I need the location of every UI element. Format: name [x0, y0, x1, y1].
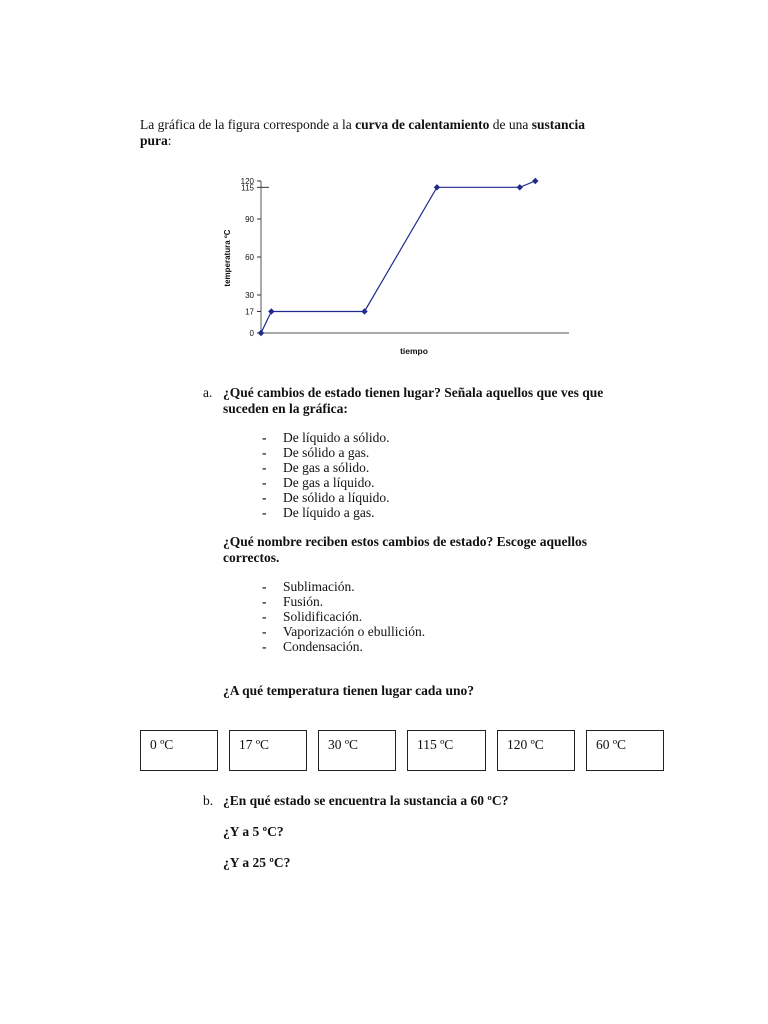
- list-dash: -: [262, 490, 267, 505]
- temperature-box: 60 ºC: [586, 730, 664, 771]
- list-item: [262, 475, 390, 490]
- question-a-marker: a.: [203, 385, 213, 400]
- list-item: [262, 639, 425, 654]
- intro-term-substance: sustancia pura: [140, 117, 585, 148]
- intro-text-2: de una: [489, 117, 532, 132]
- list-item: [262, 490, 390, 505]
- chart-layer: [241, 177, 569, 338]
- state-changes-list: [262, 430, 390, 520]
- list-item: [262, 505, 390, 520]
- data-point: [268, 308, 274, 314]
- list-dash: -: [262, 505, 267, 520]
- option-label: De líquido a sólido.: [283, 430, 390, 445]
- list-dash: -: [262, 639, 267, 654]
- intro-text-3: :: [167, 133, 172, 148]
- data-point: [517, 184, 523, 190]
- data-point: [532, 178, 538, 184]
- list-dash: -: [262, 445, 267, 460]
- temperature-box: 30 ºC: [318, 730, 396, 771]
- y-tick-label: 17: [245, 307, 254, 317]
- y-tick-label: 30: [245, 291, 254, 300]
- option-label: De gas a líquido.: [283, 475, 375, 490]
- y-tick-label: 115: [241, 183, 254, 193]
- list-item: [262, 579, 425, 594]
- temperature-box: 17 ºC: [229, 730, 307, 771]
- list-dash: -: [262, 430, 267, 445]
- question-b-text: ¿En qué estado se encuentra la sustancia a 60 ºC?: [223, 793, 509, 808]
- option-label: Fusión.: [283, 594, 324, 609]
- data-point: [258, 330, 264, 336]
- y-tick-label: 0: [249, 329, 254, 338]
- x-axis-label: tiempo: [400, 346, 428, 356]
- option-label: Sublimación.: [283, 579, 355, 594]
- heating-curve-chart: [218, 170, 578, 360]
- list-item: [262, 460, 390, 475]
- list-dash: -: [262, 594, 267, 609]
- list-dash: -: [262, 475, 267, 490]
- series-line: [261, 181, 535, 333]
- list-dash: -: [262, 579, 267, 594]
- question-a-text: ¿Qué cambios de estado tienen lugar? Señala aquellos que ves que suceden en la gráfica:: [223, 385, 604, 416]
- option-label: Solidificación.: [283, 609, 363, 624]
- list-dash: -: [262, 624, 267, 639]
- y-tick-label: 90: [245, 215, 254, 224]
- option-label: Condensación.: [283, 639, 363, 654]
- option-label: De líquido a gas.: [283, 505, 375, 520]
- state-names-list: [262, 579, 425, 654]
- intro-paragraph: [140, 117, 610, 149]
- list-dash: -: [262, 609, 267, 624]
- intro-term-curve: curva de calentamiento: [355, 117, 490, 132]
- list-dash: -: [262, 460, 267, 475]
- question-b-sub-1: ¿Y a 5 ºC?: [223, 824, 284, 839]
- y-tick-label: 120: [240, 177, 254, 186]
- option-label: De sólido a líquido.: [283, 490, 390, 505]
- question-b-sub-2: ¿Y a 25 ºC?: [223, 855, 291, 870]
- y-axis-label: temperatura ºC: [223, 229, 232, 287]
- list-item: [262, 445, 390, 460]
- temperature-box: 120 ºC: [497, 730, 575, 771]
- list-item: [262, 594, 425, 609]
- list-item: [262, 609, 425, 624]
- temperature-box: 115 ºC: [407, 730, 486, 771]
- question-names-text: ¿Qué nombre reciben estos cambios de estado? Escoge aquellos correctos.: [223, 534, 587, 565]
- option-label: De sólido a gas.: [283, 445, 370, 460]
- question-temperature-text: ¿A qué temperatura tienen lugar cada uno?: [223, 683, 475, 698]
- intro-text-1: La gráfica de la figura corresponde a la: [140, 117, 356, 132]
- temperature-box: 0 ºC: [140, 730, 218, 771]
- list-item: [262, 430, 390, 445]
- y-tick-label: 60: [245, 253, 254, 262]
- option-label: Vaporización o ebullición.: [283, 624, 426, 639]
- data-point: [434, 184, 440, 190]
- question-b-marker: b.: [203, 793, 214, 808]
- option-label: De gas a sólido.: [283, 460, 370, 475]
- list-item: [262, 624, 425, 639]
- data-point: [361, 308, 367, 314]
